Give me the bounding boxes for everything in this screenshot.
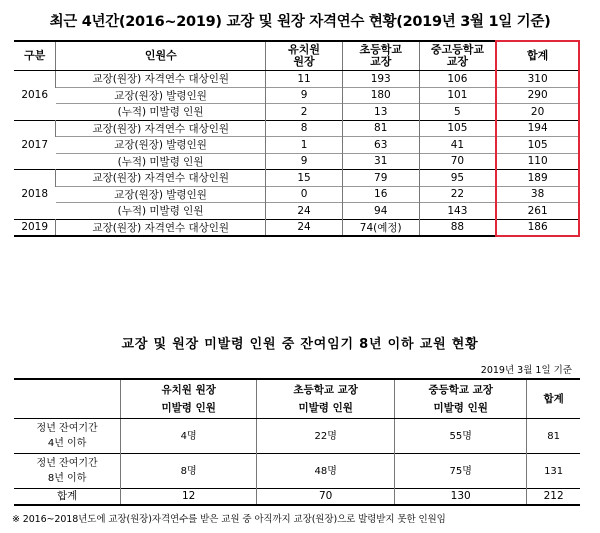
total-cell: 194	[496, 120, 579, 137]
category-cell: (누적) 미발령 인원	[117, 155, 204, 168]
total-row-label: 합계	[56, 490, 78, 502]
category-cell: 교장(원장) 자격연수 대상인원	[56, 120, 266, 137]
table-row	[14, 71, 579, 88]
header-secondary	[395, 379, 527, 419]
kindergarten-cell: 9	[266, 87, 343, 104]
kindergarten-cell: 9	[266, 153, 343, 170]
table-row	[14, 219, 579, 236]
header-secondary-line2: 미발령 인원	[433, 402, 488, 414]
footnote: ※ 2016~2018년도에 교장(원장)자격연수를 받은 교원 중 아직까지 교장(원장)으로 발령받지 못한 인원임	[12, 514, 446, 525]
kindergarten-cell: 24	[266, 219, 343, 236]
total-cell: 189	[496, 170, 579, 187]
header-blank	[14, 379, 121, 419]
unappointed-staff-table	[14, 378, 580, 506]
elementary-cell: 22명	[257, 419, 395, 454]
secondary-cell: 106	[419, 71, 496, 88]
year-cell: 2019	[21, 221, 49, 234]
year-cell: 2017	[21, 138, 49, 151]
kindergarten-cell: 1	[266, 137, 343, 154]
total-cell: 212	[527, 489, 580, 506]
header-year: 구분	[14, 41, 56, 71]
total-cell: 261	[496, 203, 579, 220]
header-secondary-line2: 교장	[446, 55, 469, 68]
elementary-cell: 70	[257, 489, 395, 506]
elementary-cell: 193	[342, 71, 419, 88]
elementary-cell: 16	[342, 186, 419, 203]
total-cell: 38	[496, 186, 579, 203]
elementary-cell: 81	[342, 120, 419, 137]
elementary-cell: 79	[342, 170, 419, 187]
header-elementary	[257, 379, 395, 419]
table2-date: 2019년 3월 1일 기준	[480, 365, 572, 376]
table2-title: 교장 및 원장 미발령 인원 중 잔여임기 8년 이하 교원 현황	[121, 337, 479, 352]
table-row	[14, 153, 579, 170]
elementary-cell: 13	[342, 104, 419, 121]
row-label-line1: 정년 잔여기간	[36, 423, 98, 434]
table-row	[14, 137, 579, 154]
category-cell: 교장(원장) 자격연수 대상인원	[56, 170, 266, 187]
header-kindergarten-line1: 유치원	[288, 43, 320, 56]
header-elementary-line1: 초등학교	[359, 43, 402, 56]
elementary-cell: 48명	[257, 454, 395, 489]
kindergarten-cell: 15	[266, 170, 343, 187]
total-cell: 310	[496, 71, 579, 88]
row-label-line2: 4년 이하	[47, 438, 87, 449]
total-cell: 105	[496, 137, 579, 154]
elementary-cell: 94	[342, 203, 419, 220]
row-label	[14, 419, 121, 454]
secondary-cell: 95	[419, 170, 496, 187]
table-row	[14, 120, 579, 137]
header-total: 합계	[527, 379, 580, 419]
header-kindergarten-line2: 미발령 인원	[161, 402, 216, 414]
secondary-cell: 55명	[395, 419, 527, 454]
elementary-cell: 180	[342, 87, 419, 104]
secondary-cell: 70	[419, 153, 496, 170]
category-cell: (누적) 미발령 인원	[117, 106, 204, 119]
category-cell: (누적) 미발령 인원	[117, 205, 204, 218]
header-total: 합계	[496, 41, 579, 71]
total-cell: 81	[527, 419, 580, 454]
table-row	[14, 186, 579, 203]
row-label-line1: 정년 잔여기간	[36, 458, 98, 469]
year-cell: 2016	[21, 89, 49, 102]
header-kindergarten-line1: 유치원 원장	[161, 384, 216, 396]
row-label-line2: 8년 이하	[47, 473, 87, 484]
total-row	[14, 489, 580, 506]
secondary-cell: 130	[395, 489, 527, 506]
table2-header-row	[14, 379, 580, 419]
category-cell: 교장(원장) 자격연수 대상인원	[56, 219, 266, 236]
elementary-cell: 74(예정)	[342, 219, 419, 236]
category-cell: 교장(원장) 발령인원	[114, 139, 207, 152]
kindergarten-cell: 4명	[121, 419, 257, 454]
secondary-cell: 143	[419, 203, 496, 220]
header-secondary-line1: 중고등학교	[430, 43, 484, 56]
secondary-cell: 5	[419, 104, 496, 121]
total-cell: 20	[496, 104, 579, 121]
total-cell: 110	[496, 153, 579, 170]
category-cell: 교장(원장) 자격연수 대상인원	[56, 71, 266, 88]
total-cell: 186	[496, 219, 579, 236]
table-row	[14, 170, 579, 187]
header-elementary	[342, 41, 419, 71]
secondary-cell: 75명	[395, 454, 527, 489]
kindergarten-cell: 24	[266, 203, 343, 220]
header-elementary-line2: 교장	[370, 55, 392, 68]
table-row	[14, 419, 580, 454]
header-kindergarten-line2: 원장	[293, 55, 315, 68]
secondary-cell: 22	[419, 186, 496, 203]
table-row	[14, 87, 579, 104]
kindergarten-cell: 8	[266, 120, 343, 137]
elementary-cell: 31	[342, 153, 419, 170]
header-secondary	[419, 41, 496, 71]
header-elementary-line1: 초등학교 교장	[293, 384, 358, 396]
secondary-cell: 41	[419, 137, 496, 154]
kindergarten-cell: 0	[266, 186, 343, 203]
total-cell: 131	[527, 454, 580, 489]
category-cell: 교장(원장) 발령인원	[114, 188, 207, 201]
secondary-cell: 101	[419, 87, 496, 104]
header-kindergarten	[121, 379, 257, 419]
year-cell: 2018	[21, 188, 49, 201]
qualification-training-table	[14, 40, 580, 237]
header-kindergarten	[266, 41, 343, 71]
kindergarten-cell: 12	[121, 489, 257, 506]
category-cell: 교장(원장) 발령인원	[114, 89, 207, 102]
total-cell: 290	[496, 87, 579, 104]
row-label	[14, 454, 121, 489]
table-row	[14, 454, 580, 489]
table1-title: 최근 4년간(2016~2019) 교장 및 원장 자격연수 현황(2019년 3월 1일 기준)	[49, 14, 551, 30]
secondary-cell: 105	[419, 120, 496, 137]
header-secondary-line1: 중등학교 교장	[428, 384, 493, 396]
table-row	[14, 104, 579, 121]
secondary-cell: 88	[419, 219, 496, 236]
kindergarten-cell: 11	[266, 71, 343, 88]
kindergarten-cell: 2	[266, 104, 343, 121]
header-elementary-line2: 미발령 인원	[298, 402, 353, 414]
kindergarten-cell: 8명	[121, 454, 257, 489]
table1-header-row	[14, 41, 579, 71]
elementary-cell: 63	[342, 137, 419, 154]
header-category: 인원수	[56, 41, 266, 71]
table-row	[14, 203, 579, 220]
